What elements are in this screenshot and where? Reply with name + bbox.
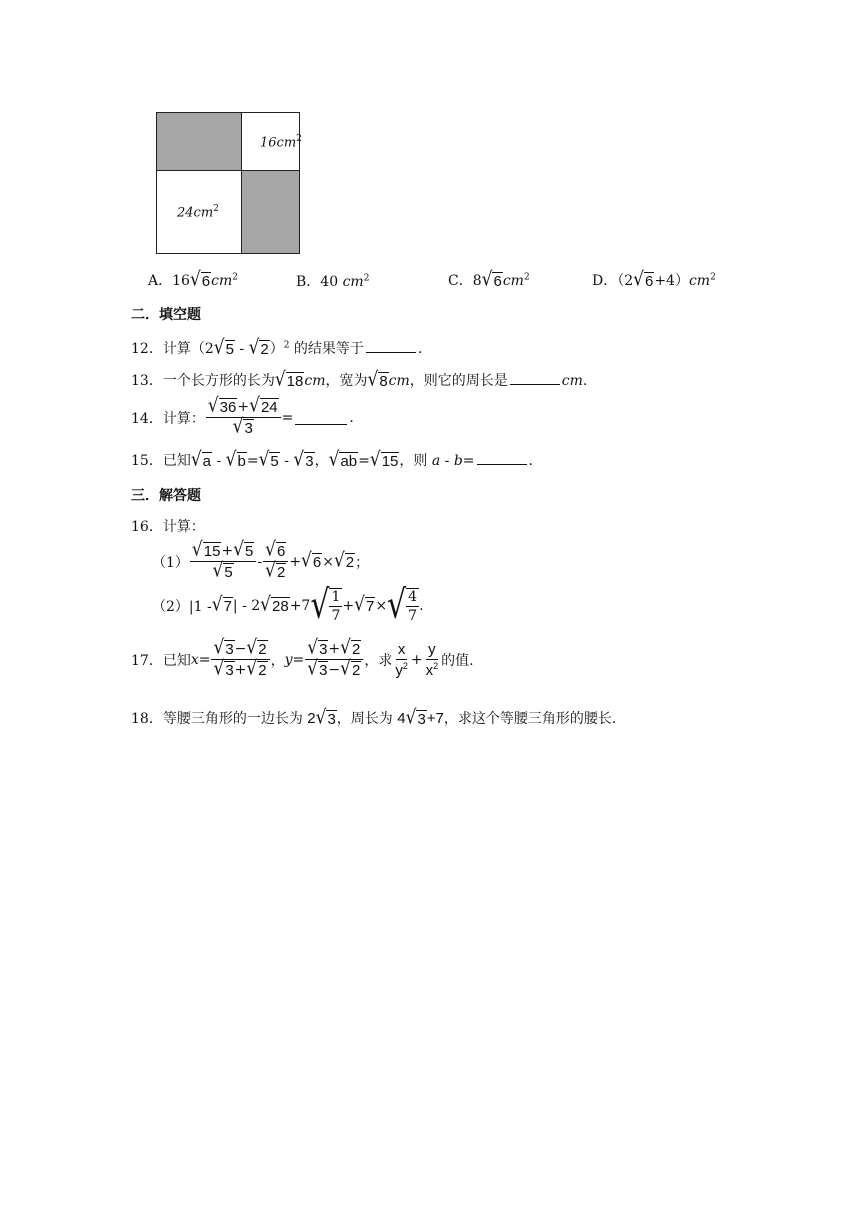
shaded-square-bottom-right bbox=[242, 171, 299, 253]
question-14: 14．计算： √ 36 + √ 24 √ 3 = . bbox=[131, 394, 354, 439]
question-16-part-2: （2）|1 - √ 7 | - 2 √ 28 +7 √ $\frac{1}{7}$ + √ 7 × √ $\frac{4}{7}$ . bbox=[152, 582, 424, 629]
question-16: 16．计算： bbox=[131, 519, 205, 535]
question-18: 18．等腰三角形的一边长为 2 √ 3 ，周长为 4 √ 3 +7，求这个等腰三角形的腰长. bbox=[131, 706, 617, 730]
section-solution-heading: 三．解答题 bbox=[131, 488, 201, 504]
option-d: D．（2 √ 6 $+4)cm^2$ bbox=[592, 268, 716, 292]
square-top-right: $16cm^2$ bbox=[242, 113, 299, 171]
option-b: B．40 $cm^2$ bbox=[296, 273, 370, 290]
question-15: 15．已知 √ a - √ b = √ 5 - √ 3 ， √ ab = √ 15 ，则 a - b= . bbox=[131, 448, 533, 472]
shaded-square-top-left bbox=[157, 113, 242, 171]
answer-blank[interactable] bbox=[295, 424, 347, 425]
question-13: 13．一个长方形的长为 √ 18 cm，宽为 √ 8 cm，则它的周长是 cm. bbox=[131, 368, 588, 392]
option-c: C．8 √ 6 $cm^2$ bbox=[448, 268, 530, 292]
square-figure bbox=[156, 112, 300, 254]
question-17: 17．已知 x = √ 3 − √ 2 √ 3 + √ 2 ， y = √ 3 + √ 2 √ 3 − √ 2 ，求 $\frac{x}{y^2}$ + $\frac{y}{x^2}$ 的值. bbox=[131, 636, 474, 681]
question-16-part-1: （1） √ 15 + √ 5 √ 5 - √ 6 √ 2 + √ 6 × √ 2 ； bbox=[152, 538, 370, 583]
top-right-area-label: 16cm bbox=[260, 135, 297, 151]
bottom-left-area-label: 24cm bbox=[177, 205, 214, 221]
answer-blank[interactable] bbox=[477, 464, 527, 465]
question-12: 12．计算（2 √ 5 - √ 2 ）$^2$ 的结果等于 . bbox=[131, 336, 423, 360]
section-fill-in-heading: 二．填空题 bbox=[131, 307, 201, 323]
option-a: A．16 √ 6 $cm^2$ bbox=[148, 268, 238, 292]
square-bottom-left: $24cm^2$ bbox=[157, 171, 242, 253]
answer-blank[interactable] bbox=[366, 352, 416, 353]
answer-blank[interactable] bbox=[510, 384, 560, 385]
